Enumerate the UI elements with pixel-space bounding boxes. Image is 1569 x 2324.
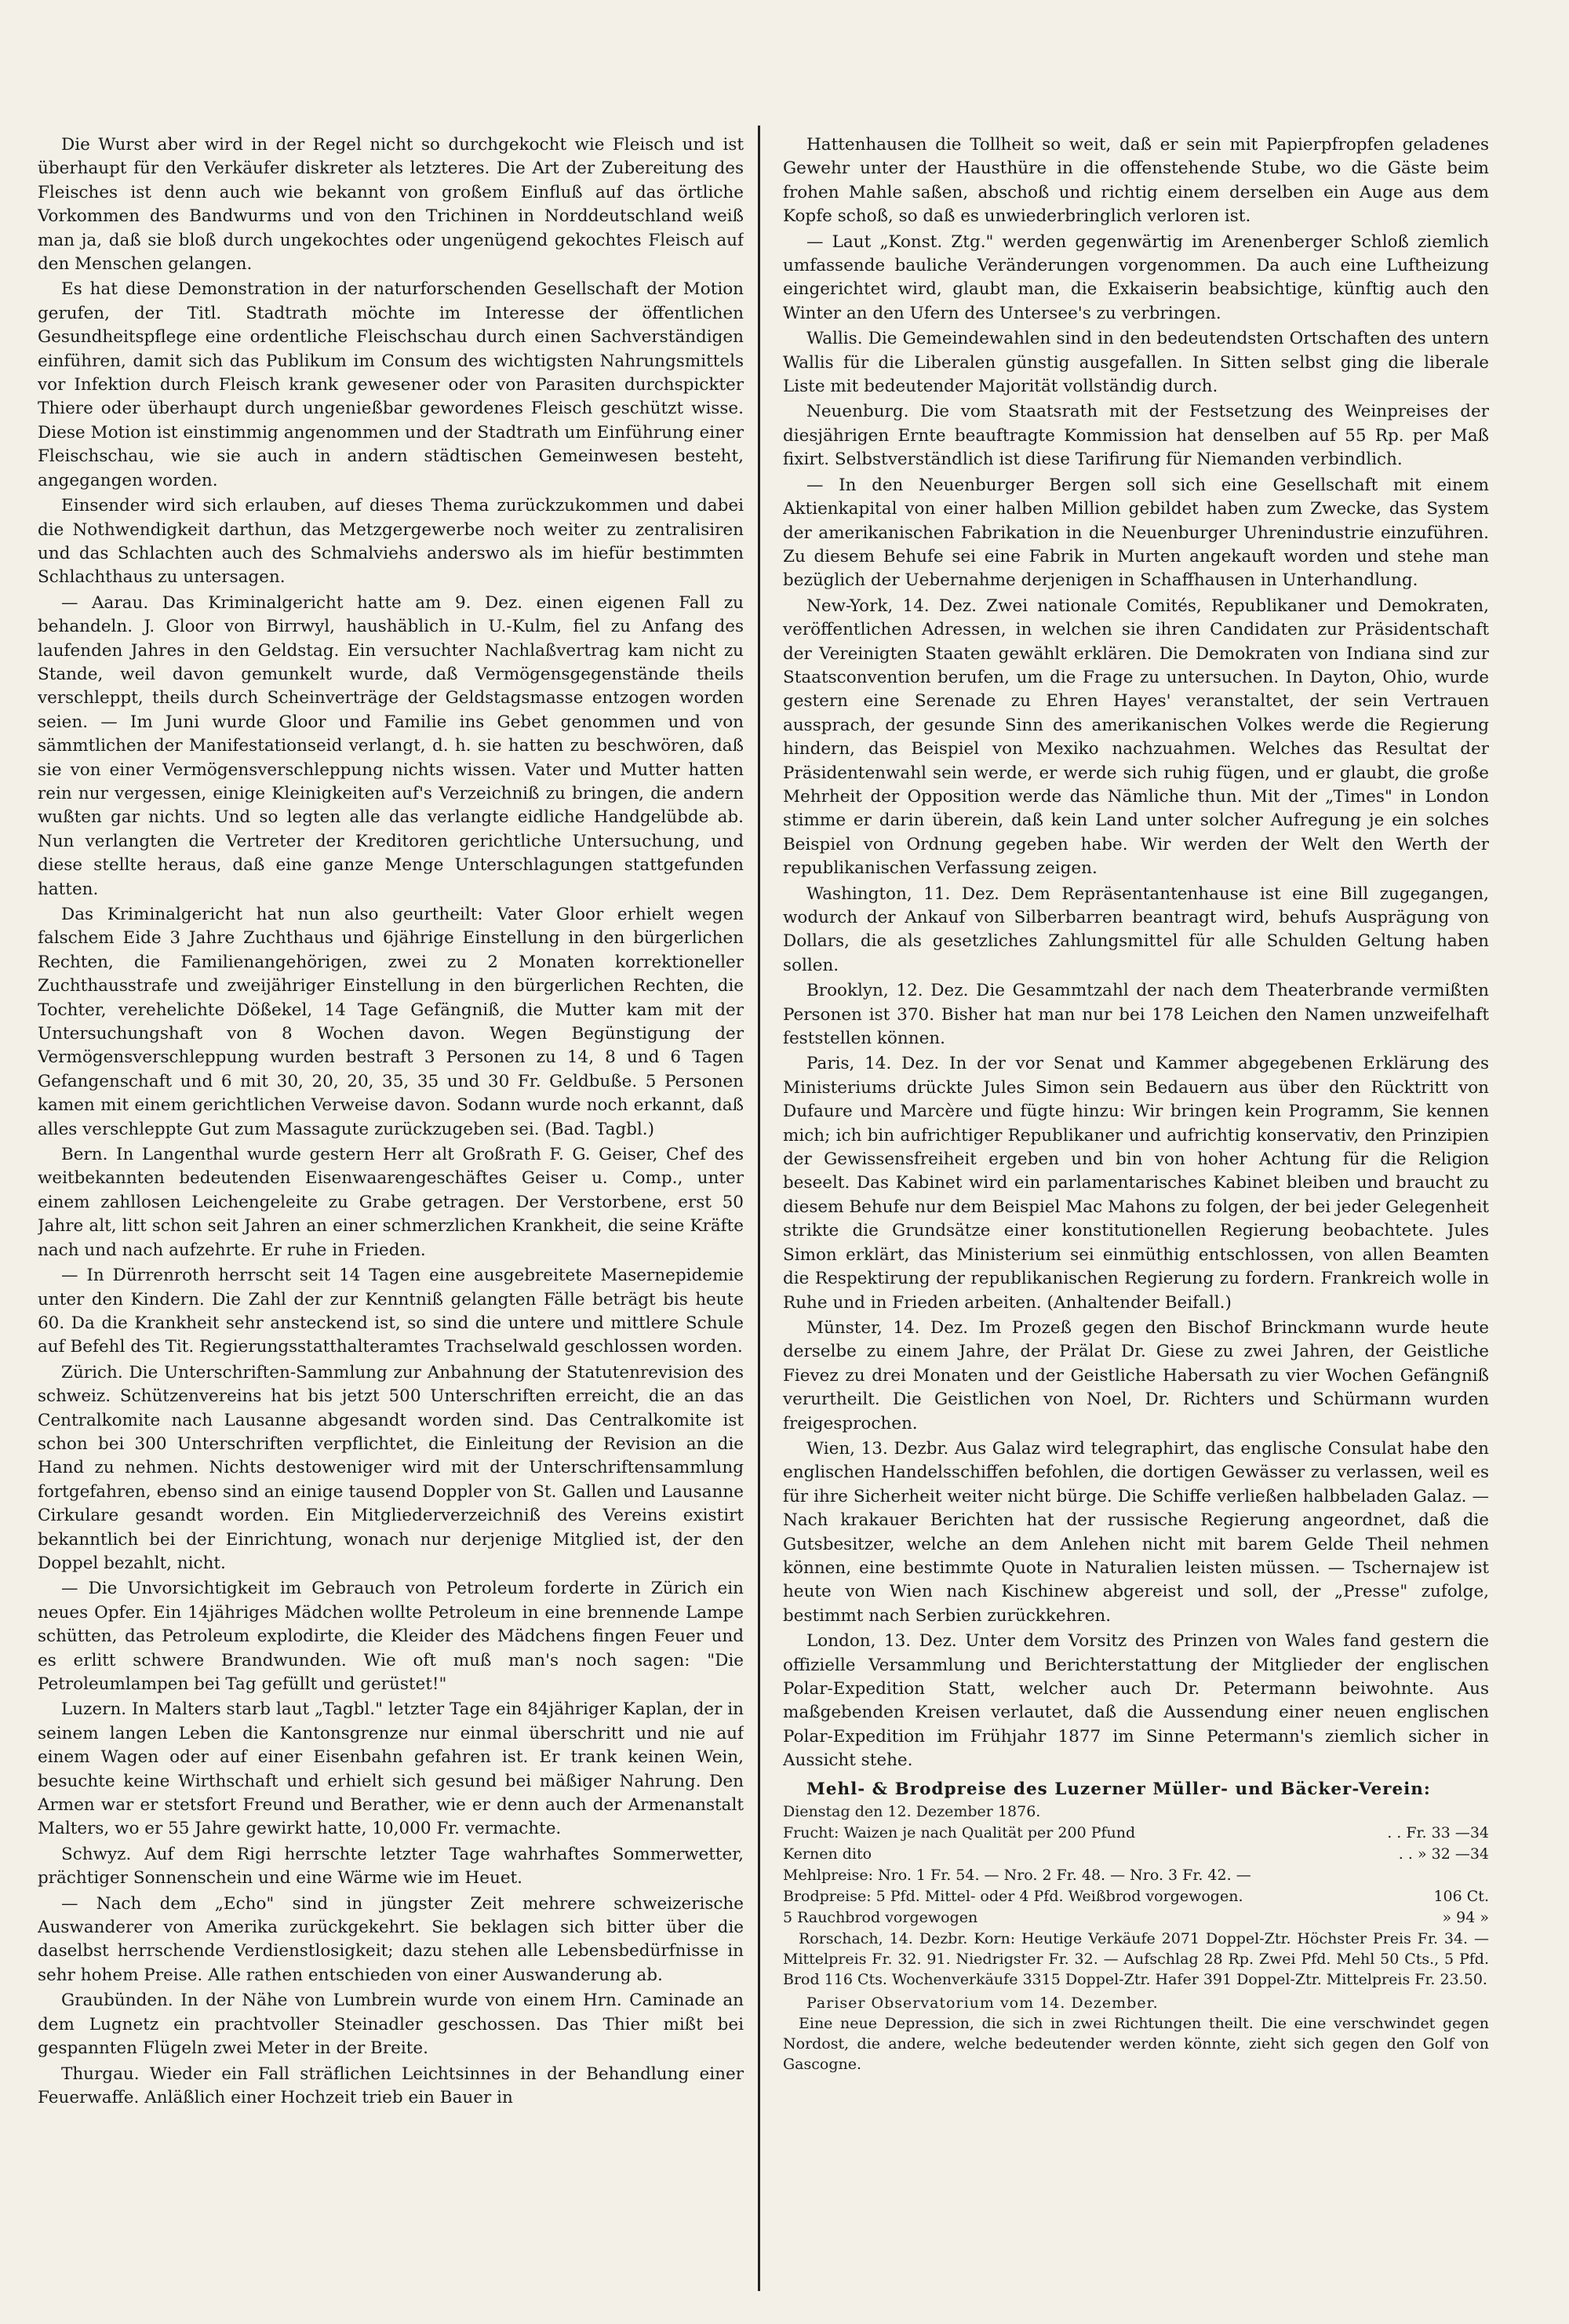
article-paragraph: — Die Unvorsichtigkeit im Gebrauch von Petroleum forderte in Zürich ein neues Opfer. Ein 14jähriges Mädchen wollte Petroleum in eine brennende Lampe schütten, das Petroleum explodirte, die Kleider des Mädchens fingen Feuer und es erlitt schwere Brandwunden. Wie oft muß man's noch sagen: "Die Petroleumlampen bei Tag gefüllt und gerüstet!": [38, 1579, 744, 1694]
article-paragraph: — In Dürrenroth herrscht seit 14 Tagen eine ausgebreitete Masernepidemie unter den Kindern. Die Zahl der zur Kenntniß gelangten Fälle beträgt bis heute 60. Da die Krankheit sehr ansteckend ist, so sind die untere und mittlere Schule auf Befehl des Tit. Regierungsstatthalteramtes Trachselwald geschlossen worden.: [38, 1266, 744, 1357]
article-paragraph: — Nach dem „Echo" sind in jüngster Zeit mehrere schweizerische Auswanderer von Amerika zurückgekehrt. Sie beklagen sich bitter über die daselbst herrschende Verdienstlosigkeit; dazu stehen alle Lebensbedürfnisse in sehr hohem Preise. Alle rathen entschieden von einer Auswanderung ab.: [38, 1893, 744, 1985]
article-zuerich: Zürich. Die Unterschriften-Sammlung zur Anbahnung der Statutenrevision des schweiz. Schützenvereins hat bis jetzt 500 Unterschriften erreicht, die an das Centralkomite nach Lausanne abgesandt worden sind. Das Centralkomite ist schon bei 300 Unterschriften verpflichtet, die Einleitung der Revision an die Hand zu nehmen. Nichts destoweniger wird mit der Unterschriftensammlung fortgefahren, ebenso sind an einige tausend Doppler von St. Gallen und Lausanne Cirkulare gesandt worden. Ein Mitgliederverzeichniß des Vereins existirt bekanntlich bei der Einrichtung, wonach nur derjenige Mitglied ist, der den Doppel bezahlt, nicht.: [38, 1362, 744, 1573]
article-thurgau: Thurgau. Wieder ein Fall sträflichen Leichtsinnes in der Behandlung einer Feuerwaffe. Anläßlich einer Hochzeit trieb ein Bauer in: [38, 2064, 744, 2107]
market-row-value: . . » 32 —34: [1398, 1845, 1489, 1863]
article-paragraph: Das Kriminalgericht hat nun also geurtheilt: Vater Gloor erhielt wegen falschem Eide 3 Jahre Zuchthaus und 6jährige Einstellung in den bürgerlichen Rechten, die Familienangehörigen, zwei zu 2 Monaten korrektioneller Zuchthausstrafe und zweijähriger Einstellung in den bürgerlichen Rechten, die Tochter, verehelichte Dößekel, 14 Tage Gefängniß, die Mutter kam mit der Untersuchungshaft von 8 Wochen davon. Wegen Begünstigung der Vermögensverschleppung wurden bestraft 3 Personen zu 14, 8 und 6 Tagen Gefangenschaft und 6 mit 30, 20, 20, 35, 35 und 30 Fr. Geldbuße. 5 Personen kamen mit einem gerichtlichen Verweise davon. Sodann wurde noch erkannt, daß alles verschleppte Gut zum Massagute zurückzugeben sei. (Bad. Tagbl.): [38, 905, 744, 1139]
article-london: London, 13. Dez. Unter dem Vorsitz des Prinzen von Wales fand gestern die offizielle Versammlung und Berichterstattung der Mitglieder der englischen Polar-Expedition Statt, welcher auch Dr. Petermann beiwohnte. Aus maßgebenden Kreisen verlautet, daß die Aussendung einer neuen englischen Polar-Expedition im Frühjahr 1877 im Sinne Petermann's ziemlich sicher in Aussicht stehe.: [783, 1631, 1489, 1771]
market-row: [783, 1886, 1489, 1907]
market-table: [783, 1823, 1489, 1929]
market-date: [783, 1801, 1489, 1823]
market-row-value: » 94 »: [1442, 1909, 1489, 1927]
market-row: [783, 1823, 1489, 1844]
article-luzern: Luzern. In Malters starb laut „Tagbl." letzter Tage ein 84jähriger Kaplan, der in seinem langen Leben die Kantonsgrenze nur einmal überschritt und nie auf einem Wagen oder auf einer Eisenbahn gefahren ist. Er trank keinen Wein, besuchte keine Wirthschaft und erhielt sich gesund bei mäßiger Nahrung. Den Armen war er stetsfort Freund und Berather, wie er denn auch der Armenanstalt Malters, wo er 55 Jahre gewirkt hatte, 10,000 Fr. vermachte.: [38, 1699, 744, 1839]
observatory-title: Pariser Observatorium vom 14. Dezember.: [806, 1994, 1159, 2013]
article-wallis: Wallis. Die Gemeindewahlen sind in den bedeutendsten Ortschaften des untern Wallis für die Liberalen günstig ausgefallen. In Sitten selbst ging die liberale Liste mit bedeutender Majorität vollständig durch.: [783, 329, 1489, 397]
article-aarau: — Aarau. Das Kriminalgericht hatte am 9. Dez. einen eigenen Fall zu behandeln. J. Gloor von Birrwyl, haushäblich in U.-Kulm, fiel zu Anfang des laufenden Jahres in den Geldstag. Ein versuchter Nachlaßvertrag kam nicht zu Stande, weil davon gemunkelt wurde, daß Vermögensgegenstände theils verschleppt, theils durch Scheinverträge der Geldstagsmasse entzogen worden seien. — Im Juni wurde Gloor und Familie ins Gebet genommen und von sämmtlichen der Manifestationseid verlangt, d. h. sie hatten zu beschwören, daß sie von einer Vermögensverschleppung nichts wissen. Vater und Mutter hatten rein nur vergessen, einige Kleinigkeiten auf's Verzeichniß zu bringen, die andern wußten gar nichts. Und so legten alle das verlangte eidliche Handgelübde ab. Nun verlangten die Vertreter der Kreditoren gerichtliche Untersuchung, und diese stellte heraus, daß eine ganze Menge Unterschlagungen stattgefunden hatten.: [38, 592, 744, 899]
rorschach-report: Rorschach, 14. Dezbr. Korn: Heutige Verkäufe 2071 Doppel-Ztr. Höchster Preis Fr. 34. — Mittelpreis Fr. 32. 91. Niedrigster Fr. 32. — Aufschlag 28 Rp. Zwei Pfd. Mehl 50 Cts., 5 Pfd. Brod 116 Cts. Wochenverkäufe 3315 Doppel-Ztr. Hafer 391 Doppel-Ztr. Mittelpreis Fr. 23.50.: [783, 1930, 1489, 1989]
market-row-label: Frucht: Waizen je nach Qualität per 200 Pfund: [783, 1824, 1136, 1842]
column-divider: [758, 126, 760, 2291]
page-body: [38, 118, 1544, 2299]
market-row-label: Brodpreise: 5 Pfd. Mittel- oder 4 Pfd. Weißbrod vorgewogen.: [783, 1888, 1243, 1906]
article-bern: Bern. In Langenthal wurde gestern Herr alt Großrath F. G. Geiser, Chef des weitbekannten bedeutenden Eisenwaarengeschäftes Geiser u. Comp., unter einem zahllosen Leichengeleite zu Grabe getragen. Der Verstorbene, erst 50 Jahre alt, litt schon seit Jahren an einer schmerzlichen Krankheit, die seine Kräfte nach und nach aufzehrte. Er ruhe in Frieden.: [38, 1145, 744, 1260]
left-column: [38, 133, 744, 2283]
article-wien: Wien, 13. Dezbr. Aus Galaz wird telegraphirt, das englische Consulat habe den englischen Handelsschiffen befohlen, die dortigen Gewässer zu verlassen, weil es für ihre Sicherheit weiter nicht bürge. Die Schiffe verließen halbbeladen Galaz. — Nach krakauer Berichten hat der russische Regierung angeordnet, daß die Gutsbesitzer, welche an dem Anlehen nicht mit barem Gelde Theil nehmen können, eine bestimmte Quote in Naturalien leisten müssen. — Tschernajew ist heute von Wien nach Kischinew abgereist und soll, der „Presse" zufolge, bestimmt nach Serbien zurückkehren.: [783, 1438, 1489, 1626]
article-graubuenden: Graubünden. In der Nähe von Lumbrein wurde von einem Hrn. Caminade an dem Lugnetz ein prachtvoller Steinadler geschossen. Das Thier mißt bei gespannten Flügeln zwei Meter in der Breite.: [38, 1991, 744, 2059]
article-muenster: Münster, 14. Dez. Im Prozeß gegen den Bischof Brinckmann wurde heute derselbe zu einem Jahre, der Prälat Dr. Giese zu zwei Jahren, der Geistliche Fievez zu drei Monaten und der Geistliche Habersath zu vier Wochen Gefängniß verurtheilt. Die Geistlichen von Noel, Dr. Richters und Schürmann wurden freigesprochen.: [783, 1317, 1489, 1433]
market-prices-title: Mehl- & Brodpreise des Luzerner Müller- und Bäcker-Verein:: [806, 1779, 1431, 1799]
market-row-label: 5 Rauchbrod vorgewogen: [783, 1909, 978, 1927]
article-paragraph: Einsender wird sich erlauben, auf dieses Thema zurückzukommen und dabei die Nothwendigkeit darthun, das Metzgergewerbe noch weiter zu zentralisiren und das Schlachten auch des Schmalviehs anderswo als im hiefür bestimmten Schlachthaus zu untersagen.: [38, 496, 744, 588]
article-paragraph: Die Wurst aber wird in der Regel nicht so durchgekocht wie Fleisch und ist überhaupt für den Verkäufer diskreter als letzteres. Die Art der Zubereitung des Fleisches ist denn auch wie bekannt von großem Einfluß auf das örtliche Vorkommen des Bandwurms und von den Trichinen in Norddeutschland weiß man ja, daß sie bloß durch ungekochtes oder ungenügend gekochtes Fleisch auf den Menschen gelangen.: [38, 135, 744, 275]
observatory-report: Eine neue Depression, die sich in zwei Richtungen theilt. Die eine verschwindet gegen Nordost, die andere, welche bedeutender werden könnte, zieht sich gegen den Golf von Gascogne.: [783, 2015, 1489, 2074]
article-neuenburg: Neuenburg. Die vom Staatsrath mit der Festsetzung des Weinpreises der diesjährigen Ernte beauftragte Kommission hat denselben auf 55 Rp. per Maß fixirt. Selbstverständlich ist diese Tarifirung für Niemanden verbindlich.: [783, 402, 1489, 470]
market-row-value: . . Fr. 33 —34: [1387, 1824, 1489, 1842]
article-schwyz: Schwyz. Auf dem Rigi herrschte letzter Tage wahrhaftes Sommerwetter, prächtiger Sonnenschein und eine Wärme wie im Heuet.: [38, 1844, 744, 1889]
market-date-text: Dienstag den 12. Dezember 1876.: [783, 1803, 1041, 1821]
market-row-label: Kernen dito: [783, 1845, 872, 1863]
article-paragraph: — In den Neuenburger Bergen soll sich eine Gesellschaft mit einem Aktienkapital von einer halben Million gebildet haben zum Zwecke, das System der amerikanischen Fabrikation in die Neuenburger Uhrenindustrie einzuführen. Zu diesem Behufe sei eine Fabrik in Murten angekauft worden und stehe man bezüglich der Uebernahme derjenigen in Schaffhausen in Unterhandlung.: [783, 475, 1489, 591]
article-paragraph: Es hat diese Demonstration in der naturforschenden Gesellschaft der Motion gerufen, der Titl. Stadtrath möchte im Interesse der öffentlichen Gesundheitspflege eine ordentliche Fleischschau durch einen Sachverständigen einführen, damit sich das Publikum im Consum des wichtigsten Nahrungsmittels vor Infektion durch Fleisch krank gewesener oder von Parasiten durchspickter Thiere oder überhaupt durch ungenießbar gewordenes Fleisch geschützt wisse. Diese Motion ist einstimmig angenommen und der Stadtrath um Einführung einer Fleischschau, wie sie auch in andern städtischen Gemeinwesen besteht, angegangen worden.: [38, 279, 744, 490]
market-row: [783, 1907, 1489, 1929]
market-row: [783, 1844, 1489, 1865]
market-row-value: 106 Ct.: [1433, 1888, 1489, 1906]
article-brooklyn: Brooklyn, 12. Dez. Die Gesammtzahl der nach dem Theaterbrande vermißten Personen ist 370. Bisher hat man nur bei 178 Leichen den Namen unzweifelhaft feststellen können.: [783, 981, 1489, 1049]
article-washington: Washington, 11. Dez. Dem Repräsentantenhause ist eine Bill zugegangen, wodurch der Ankauf von Silberbarren beantragt wird, behufs Ausprägung von Dollars, die als gesetzliches Zahlungsmittel für alle Schulden Geltung haben sollen.: [783, 883, 1489, 975]
article-paragraph: — Laut „Konst. Ztg." werden gegenwärtig im Arenenberger Schloß ziemlich umfassende bauliche Veränderungen vorgenommen. Da auch eine Luftheizung eingerichtet wird, glaubt man, die Exkaiserin beabsichtige, künftig auch den Winter an den Ufern des Untersee's zu verbringen.: [783, 231, 1489, 323]
article-new-york: New-York, 14. Dez. Zwei nationale Comités, Republikaner und Demokraten, veröffentlichen Adressen, in welchen sie ihren Candidaten zur Präsidentschaft der Vereinigten Staaten gewählt erklären. Die Demokraten von Indiana sind zur Staatsconvention berufen, um die Frage zu untersuchen. In Dayton, Ohio, wurde gestern eine Serenade zu Ehren Hayes' veranstaltet, der sein Vertrauen aussprach, der gesunde Sinn des amerikanischen Volkes werde die Regierung hindern, das Beispiel von Mexiko nachzuahmen. Welches das Resultat der Präsidentenwahl sein werde, er werde sich ruhig fügen, und er glaubt, die große Mehrheit der Opposition werde das Nämliche thun. Mit der „Times" in London stimme er darin überein, daß kein Land unter solcher Aufregung je ein solches Beispiel von Ordnung gegeben habe. Wir werden der Welt den Werth der republikanischen Verfassung zeigen.: [783, 596, 1489, 879]
market-reports: [783, 1929, 1489, 2074]
article-paris: Paris, 14. Dez. In der vor Senat und Kammer abgegebenen Erklärung des Ministeriums drückte Jules Simon sein Bedauern aus über den Rücktritt von Dufaure und Marcère und fügte hinzu: Wir bringen kein Programm, Sie kennen mich; ich bin aufrichtiger Republikaner und aufrichtig konservativ, den Prinzipien der Gewissensfreiheit ergeben und bin von hoher Achtung für die Religion beseelt. Das Kabinet wird ein parlamentarisches Kabinet bleiben und braucht zu diesem Behufe nur dem Beispiel Mac Mahons zu folgen, der bei jeder Gelegenheit strikte die Grundsätze einer konstitutionellen Regierung beobachtete. Jules Simon erklärt, das Ministerium sei einmüthig entschlossen, von allen Beamten die Respektirung der republikanischen Regierung zu fordern. Frankreich wolle in Ruhe und in Frieden arbeiten. (Anhaltender Beifall.): [783, 1054, 1489, 1313]
market-row-label: Mehlpreise: Nro. 1 Fr. 54. — Nro. 2 Fr. 48. — Nro. 3 Fr. 42. —: [783, 1867, 1251, 1885]
right-column: [783, 133, 1489, 2283]
market-row: [783, 1865, 1489, 1886]
article-paragraph: Hattenhausen die Tollheit so weit, daß er sein mit Papierpfropfen geladenes Gewehr unter der Hausthüre in die offenstehende Stube, wo die Gäste beim frohen Mahle saßen, abschoß und richtig einem derselben ein Auge aus dem Kopfe schoß, so daß es unwiederbringlich verloren ist.: [783, 135, 1489, 227]
